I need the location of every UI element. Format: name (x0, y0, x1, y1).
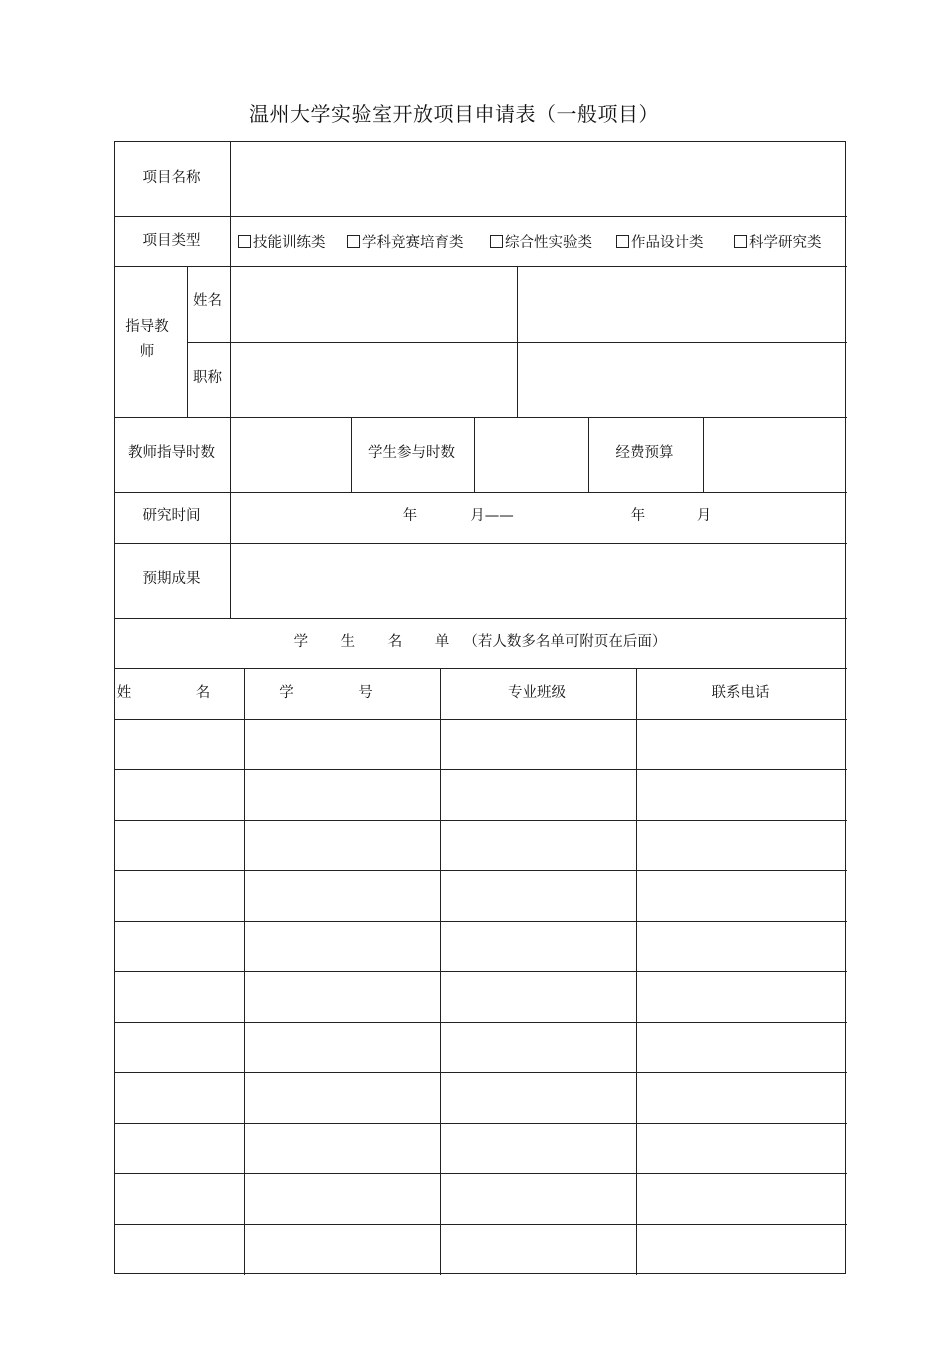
checkbox-icon (616, 235, 629, 248)
student-list-header (114, 617, 846, 668)
project-type-option-research[interactable] (734, 216, 822, 266)
budget-label: 经费预算 (615, 445, 674, 462)
advisor-label: 指导教师 (125, 319, 169, 360)
checkbox-icon (490, 235, 503, 248)
project-type-label: 项目类型 (142, 232, 201, 249)
column-header-student-id: 学 号 (279, 684, 403, 701)
student-list-note: （若人数多名单可附页在后面） (463, 634, 667, 651)
teacher-hours-label: 教师指导时数 (128, 445, 215, 462)
column-header-name: 姓 名 (116, 684, 241, 701)
period-year-end: 年 (630, 508, 646, 525)
project-type-option-skill[interactable] (238, 216, 326, 266)
option-label: 作品设计类 (631, 234, 704, 251)
period-month-start: 月—— (470, 508, 514, 525)
option-label: 技能训练类 (253, 234, 326, 251)
form-title: 温州大学实验室开放项目申请表（一般项目） (249, 102, 659, 126)
project-type-option-comprehensive[interactable] (490, 216, 592, 266)
advisor-title-field[interactable] (229, 341, 516, 416)
project-name-field[interactable] (229, 141, 846, 216)
project-type-option-design[interactable] (616, 216, 704, 266)
column-header-phone: 联系电话 (711, 684, 770, 701)
period-label: 研究时间 (142, 508, 201, 525)
period-month-end: 月 (696, 508, 712, 525)
option-label: 综合性实验类 (505, 234, 592, 251)
student-list-title: 学 生 名 单 (293, 634, 464, 651)
period-year-start: 年 (402, 508, 418, 525)
advisor-title-label: 职称 (193, 370, 222, 387)
column-header-major-class: 专业班级 (508, 684, 566, 701)
outcome-field[interactable] (229, 542, 846, 617)
checkbox-icon (347, 235, 360, 248)
option-label: 学科竞赛培育类 (362, 234, 464, 251)
option-label: 科学研究类 (749, 234, 822, 251)
advisor-name-field[interactable] (229, 266, 516, 341)
outcome-label: 预期成果 (142, 571, 201, 588)
checkbox-icon (238, 235, 251, 248)
project-type-option-competition[interactable] (347, 216, 464, 266)
student-hours-label: 学生参与时数 (368, 445, 455, 462)
checkbox-icon (734, 235, 747, 248)
advisor-name-label: 姓名 (193, 292, 222, 309)
project-name-label: 项目名称 (142, 170, 201, 187)
